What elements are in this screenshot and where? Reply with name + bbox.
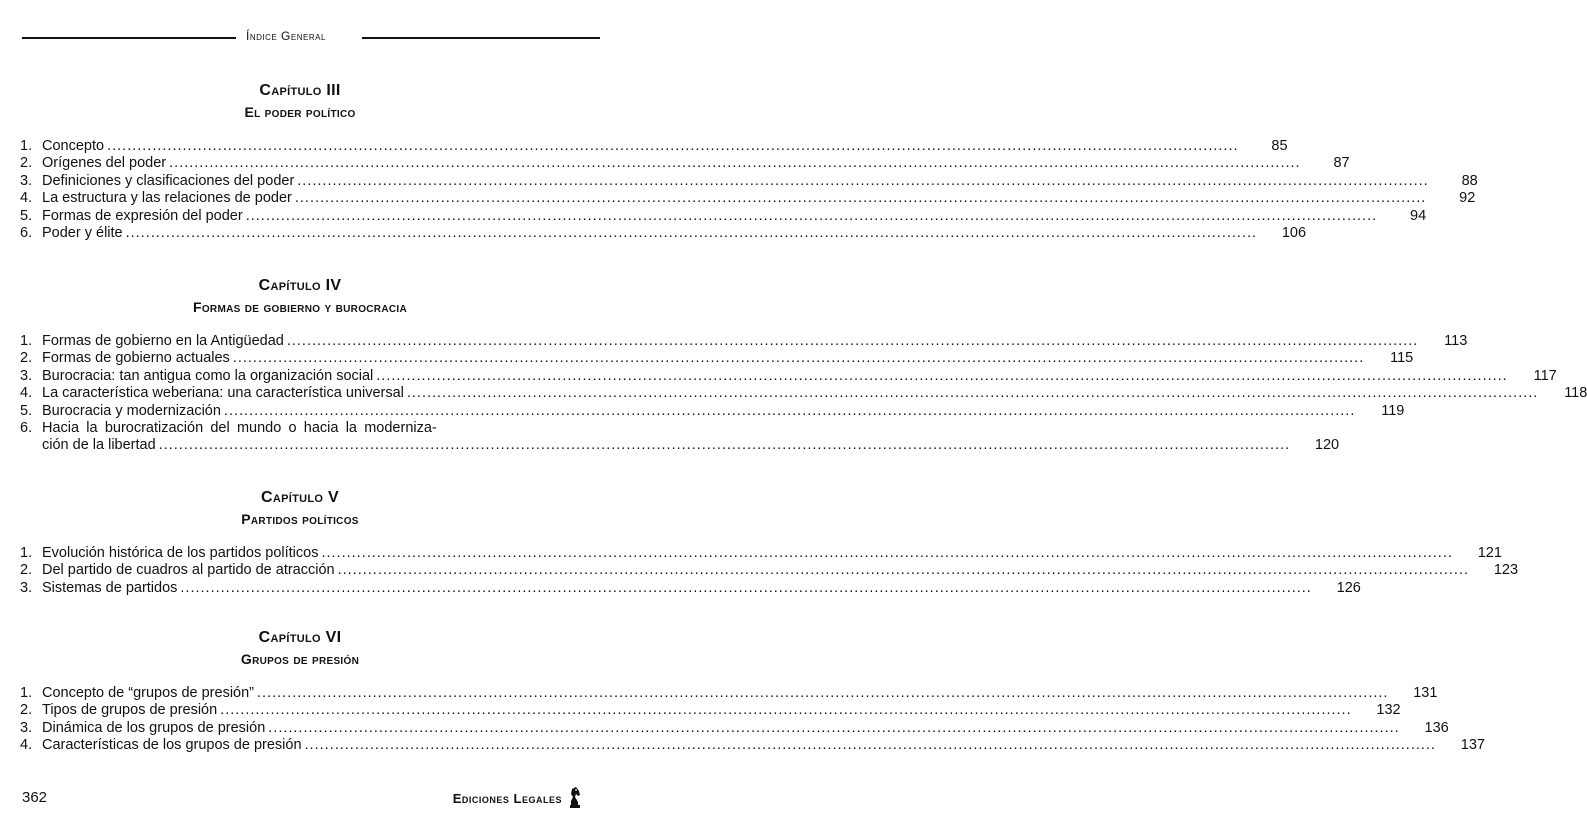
entry-page: 92 bbox=[1459, 190, 1476, 207]
chapter-heading bbox=[0, 629, 600, 667]
dot-leader bbox=[257, 685, 1388, 702]
entry-page: 131 bbox=[1413, 684, 1438, 701]
entry-body bbox=[42, 420, 1339, 455]
entry-title: Evolución histórica de los partidos políticos bbox=[42, 544, 319, 561]
entry-number: 4. bbox=[20, 190, 33, 207]
entry-title-line2: ción de la libertad bbox=[42, 437, 156, 454]
entry-page: 118 bbox=[1564, 385, 1587, 402]
chapter-number: Capítulo V bbox=[261, 489, 339, 506]
entry-title: Definiciones y clasificaciones del poder bbox=[42, 172, 295, 189]
chapter-title: Partidos políticos bbox=[241, 511, 359, 527]
toc-entry[interactable] bbox=[20, 684, 1438, 702]
toc-entry[interactable] bbox=[20, 419, 1340, 455]
dot-leader bbox=[220, 702, 1351, 719]
entry-title: Burocracia y modernización bbox=[42, 402, 221, 419]
toc-entry[interactable] bbox=[20, 385, 1587, 402]
header-rule-left bbox=[22, 37, 236, 39]
entry-page: 88 bbox=[1461, 172, 1478, 189]
dot-leader bbox=[297, 173, 1428, 190]
entry-number: 1. bbox=[20, 332, 33, 349]
entry-number: 6. bbox=[20, 419, 33, 436]
entry-page: 121 bbox=[1477, 544, 1502, 561]
entry-title-line1: Hacia la burocratización del mundo o hacia la moderniza- bbox=[42, 419, 437, 436]
dot-leader bbox=[305, 737, 1436, 754]
entry-number: 2. bbox=[20, 155, 33, 172]
dot-leader bbox=[407, 385, 1538, 402]
toc-entry[interactable] bbox=[20, 367, 1557, 385]
dot-leader bbox=[169, 155, 1300, 172]
entry-number: 4. bbox=[20, 737, 33, 754]
dot-leader bbox=[159, 437, 1290, 454]
entry-page: 126 bbox=[1336, 579, 1361, 596]
entry-title: Concepto de “grupos de presión” bbox=[42, 684, 254, 701]
entry-number: 2. bbox=[20, 562, 33, 579]
toc-list bbox=[20, 684, 1485, 755]
entry-number: 2. bbox=[20, 702, 33, 719]
entry-page: 123 bbox=[1493, 562, 1519, 579]
toc-entry[interactable] bbox=[20, 350, 1414, 367]
chapter-title: Grupos de presión bbox=[240, 651, 360, 667]
entry-page: 119 bbox=[1381, 402, 1405, 419]
publisher-name: Ediciones Legales bbox=[452, 791, 562, 806]
toc-entry[interactable] bbox=[20, 155, 1350, 172]
entry-title: Formas de gobierno en la Antigüedad bbox=[42, 332, 284, 349]
toc-entry[interactable] bbox=[20, 172, 1478, 190]
entry-title: Poder y élite bbox=[42, 224, 123, 241]
entry-line2 bbox=[42, 437, 1339, 454]
dot-leader bbox=[321, 545, 1452, 562]
entry-title: La estructura y las relaciones de poder bbox=[42, 190, 292, 207]
toc-entry[interactable] bbox=[20, 702, 1401, 719]
entry-title: Del partido de cuadros al partido de atracción bbox=[42, 562, 335, 579]
entry-title: Formas de gobierno actuales bbox=[42, 350, 230, 367]
toc-entry[interactable] bbox=[20, 137, 1288, 155]
entry-title: Sistemas de partidos bbox=[42, 579, 178, 596]
chess-knight-icon bbox=[568, 786, 582, 815]
chapter-number: Capítulo VI bbox=[258, 629, 342, 646]
entry-page: 137 bbox=[1460, 737, 1485, 754]
running-header bbox=[22, 28, 600, 48]
entry-number: 1. bbox=[20, 137, 33, 154]
toc-entry[interactable] bbox=[20, 190, 1476, 207]
entry-number: 6. bbox=[20, 224, 33, 241]
entry-title: Dinámica de los grupos de presión bbox=[42, 719, 266, 736]
entry-number: 2. bbox=[20, 350, 33, 367]
entry-page: 106 bbox=[1281, 224, 1307, 241]
toc-entry[interactable] bbox=[20, 224, 1307, 242]
entry-number: 5. bbox=[20, 402, 33, 419]
toc-list bbox=[20, 544, 1519, 597]
dot-leader bbox=[180, 580, 1311, 597]
entry-number: 1. bbox=[20, 684, 33, 701]
toc-entry[interactable] bbox=[20, 544, 1502, 562]
entry-title: Características de los grupos de presión bbox=[42, 737, 302, 754]
chapter-heading bbox=[0, 277, 600, 315]
entry-number: 3. bbox=[20, 579, 33, 596]
entry-title: Burocracia: tan antigua como la organización social bbox=[42, 367, 374, 384]
dot-leader bbox=[107, 138, 1238, 155]
entry-page: 115 bbox=[1390, 350, 1414, 367]
entry-page: 113 bbox=[1444, 332, 1468, 349]
entry-number: 5. bbox=[20, 207, 33, 224]
dot-leader bbox=[295, 190, 1426, 207]
toc-entry[interactable] bbox=[20, 207, 1427, 225]
chapter-title: Formas de gobierno y burocracia bbox=[193, 299, 407, 315]
entry-page: 136 bbox=[1424, 719, 1449, 736]
toc-entry[interactable] bbox=[20, 737, 1485, 754]
dot-leader bbox=[338, 562, 1469, 579]
dot-leader bbox=[126, 225, 1257, 242]
dot-leader bbox=[224, 403, 1355, 420]
toc-list bbox=[20, 332, 1587, 455]
toc-entry[interactable] bbox=[20, 719, 1449, 737]
entry-page: 120 bbox=[1314, 437, 1340, 454]
entry-page: 87 bbox=[1333, 155, 1350, 172]
chapter-heading bbox=[0, 489, 600, 527]
dot-leader bbox=[233, 350, 1364, 367]
toc-entry[interactable] bbox=[20, 579, 1361, 597]
entry-title: La característica weberiana: una característica universal bbox=[42, 385, 404, 402]
chapter-number: Capítulo IV bbox=[258, 277, 342, 294]
chapter-title: El poder político bbox=[244, 104, 356, 120]
dot-leader bbox=[246, 208, 1377, 225]
entry-page: 94 bbox=[1410, 207, 1427, 224]
entry-title: Tipos de grupos de presión bbox=[42, 702, 218, 719]
entry-number: 3. bbox=[20, 172, 33, 189]
chapter-number: Capítulo III bbox=[259, 82, 341, 99]
header-title: Índice General bbox=[246, 29, 326, 43]
entry-page: 85 bbox=[1271, 137, 1288, 154]
entry-number: 1. bbox=[20, 544, 33, 561]
chapter-heading bbox=[0, 82, 600, 120]
entry-page: 117 bbox=[1533, 367, 1557, 384]
entry-title: Concepto bbox=[42, 137, 105, 154]
header-rule-right bbox=[362, 37, 600, 39]
toc-list bbox=[20, 137, 1478, 242]
entry-page: 132 bbox=[1376, 702, 1401, 719]
toc-entry[interactable] bbox=[20, 332, 1468, 350]
toc-entry[interactable] bbox=[20, 402, 1405, 420]
chess-knight-icon-svg bbox=[568, 786, 582, 810]
dot-leader bbox=[376, 368, 1507, 385]
dot-leader bbox=[287, 333, 1418, 350]
toc-entry[interactable] bbox=[20, 562, 1519, 579]
entry-number: 3. bbox=[20, 367, 33, 384]
page-number: 362 bbox=[22, 789, 48, 806]
entry-number: 3. bbox=[20, 719, 33, 736]
entry-title: Orígenes del poder bbox=[42, 155, 167, 172]
entry-title: Formas de expresión del poder bbox=[42, 207, 243, 224]
entry-number: 4. bbox=[20, 385, 33, 402]
dot-leader bbox=[268, 720, 1399, 737]
